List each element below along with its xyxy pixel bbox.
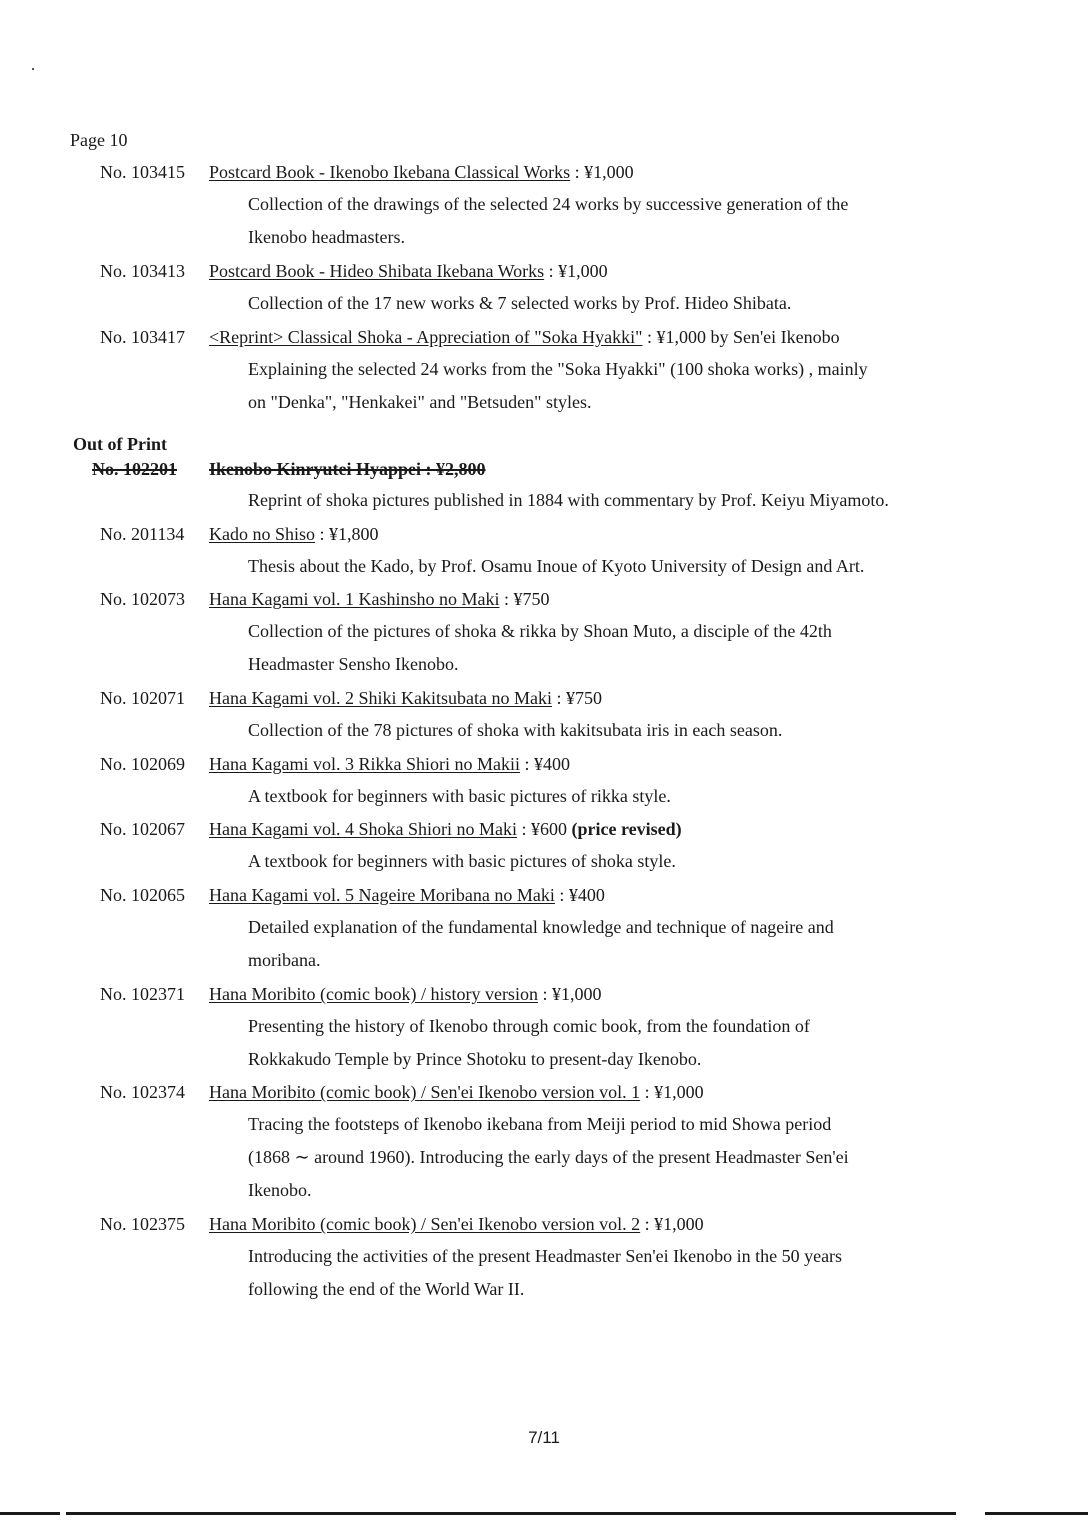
scan-edge-rule [66,1512,956,1515]
page-label: Page 10 [70,130,128,150]
title-line [209,1214,704,1235]
item-number: No. 102375 [100,1214,185,1234]
item-number: No. 102201 [92,459,177,479]
item-number: No. 102073 [100,589,185,609]
item-description [248,188,988,254]
item-description [248,1108,988,1207]
item-price: : ¥1,000 [544,261,608,281]
item-title: Ikenobo Kinryutei Hyappei [209,459,422,479]
item-number: No. 102067 [100,819,185,839]
title-line [209,688,602,709]
item-title: Hana Kagami vol. 1 Kashinsho no Maki [209,589,500,609]
title-line [209,754,570,775]
description-line: Ikenobo headmasters. [248,227,405,247]
item-price: : ¥1,800 [315,524,379,544]
item-price: : ¥1,000 by Sen'ei Ikenobo [642,327,840,347]
description-line: A textbook for beginners with basic pictures of rikka style. [248,786,671,806]
description-line: Thesis about the Kado, by Prof. Osamu Inoue of Kyoto University of Design and Art. [248,556,865,576]
description-line: following the end of the World War II. [248,1279,525,1299]
description-line: Reprint of shoka pictures published in 1884 with commentary by Prof. Keiyu Miyamoto. [248,490,889,510]
description-line: Collection of the drawings of the selected 24 works by successive generation of the [248,194,849,214]
item-number: No. 102065 [100,885,185,905]
item-number: No. 102371 [100,984,185,1004]
item-price: : ¥2,800 [421,459,486,479]
item-title: Hana Moribito (comic book) / Sen'ei Ikenobo version vol. 1 [209,1082,641,1102]
title-line [209,327,840,348]
scan-edge-rule [0,1512,60,1515]
item-title: <Reprint> Classical Shoka - Appreciation of "Soka Hyakki" [209,327,643,347]
item-price: : ¥1,000 [570,162,634,182]
item-price: : ¥750 [499,589,550,609]
title-line [209,984,601,1005]
item-number: No. 103417 [100,327,185,347]
item-description [248,550,988,583]
title-line [209,524,379,545]
item-number: No. 201134 [100,524,185,544]
title-line [209,1082,704,1103]
scan-edge-rule [985,1512,1088,1515]
description-line: Headmaster Sensho Ikenobo. [248,654,459,674]
title-line [209,459,486,480]
item-number: No. 102069 [100,754,185,774]
description-line: Tracing the footsteps of Ikenobo ikebana from Meiji period to mid Showa period [248,1114,832,1134]
item-title: Hana Moribito (comic book) / history version [209,984,538,1004]
description-line: on "Denka", "Henkakei" and "Betsuden" styles. [248,392,592,412]
description-line: Ikenobo. [248,1180,312,1200]
item-description [248,353,988,419]
item-price: : ¥1,000 [640,1082,704,1102]
item-title: Postcard Book - Hideo Shibata Ikebana Works [209,261,545,281]
description-line: Collection of the pictures of shoka & rikka by Shoan Muto, a disciple of the 42th [248,621,832,641]
price-revised-note: (price revised) [571,819,682,839]
item-price: : ¥400 [554,885,605,905]
item-price: : ¥1,000 [640,1214,704,1234]
description-line: Detailed explanation of the fundamental knowledge and technique of nageire and [248,917,834,937]
item-description [248,911,988,977]
section-heading-out-of-print: Out of Print [73,434,167,454]
item-number: No. 102374 [100,1082,185,1102]
description-line: Presenting the history of Ikenobo through comic book, from the foundation of [248,1016,810,1036]
description-line: Collection of the 17 new works & 7 selected works by Prof. Hideo Shibata. [248,293,792,313]
item-description [248,714,988,747]
title-line [209,819,682,840]
item-description [248,615,988,681]
item-number: No. 103415 [100,162,185,182]
item-price: : ¥1,000 [537,984,602,1004]
item-description [248,1010,988,1076]
description-line: (1868 ∼ around 1960). Introducing the early days of the present Headmaster Sen'ei [248,1147,849,1167]
item-description [248,287,988,320]
title-line [209,885,605,906]
item-title: Hana Kagami vol. 2 Shiki Kakitsubata no Maki [209,688,552,708]
item-description [248,1240,988,1306]
title-line [209,162,634,183]
description-line: Introducing the activities of the present Headmaster Sen'ei Ikenobo in the 50 years [248,1246,843,1266]
item-title: Kado no Shiso [209,524,316,544]
item-title: Hana Moribito (comic book) / Sen'ei Ikenobo version vol. 2 [209,1214,641,1234]
item-description [248,484,988,517]
item-number: No. 103413 [100,261,185,281]
page-number-footer: 7/11 [528,1428,560,1447]
item-title: Postcard Book - Ikenobo Ikebana Classical Works [209,162,571,182]
item-price: : ¥750 [551,688,602,708]
description-line: A textbook for beginners with basic pictures of shoka style. [248,851,676,871]
item-title: Hana Kagami vol. 3 Rikka Shiori no Makii [209,754,520,774]
description-line: Collection of the 78 pictures of shoka with kakitsubata iris in each season. [248,720,783,740]
description-line: Rokkakudo Temple by Prince Shotoku to present-day Ikenobo. [248,1049,702,1069]
item-title: Hana Kagami vol. 4 Shoka Shiori no Maki [209,819,517,839]
item-price: : ¥600 [516,819,572,839]
item-description [248,780,988,813]
item-title: Hana Kagami vol. 5 Nageire Moribana no Maki [209,885,555,905]
scan-speck [32,68,34,70]
item-number: No. 102071 [100,688,185,708]
title-line [209,261,608,282]
description-line: Explaining the selected 24 works from the "Soka Hyakki" (100 shoka works) , mainly [248,359,868,379]
item-price: : ¥400 [519,754,570,774]
item-description [248,845,988,878]
description-line: moribana. [248,950,321,970]
title-line [209,589,549,610]
